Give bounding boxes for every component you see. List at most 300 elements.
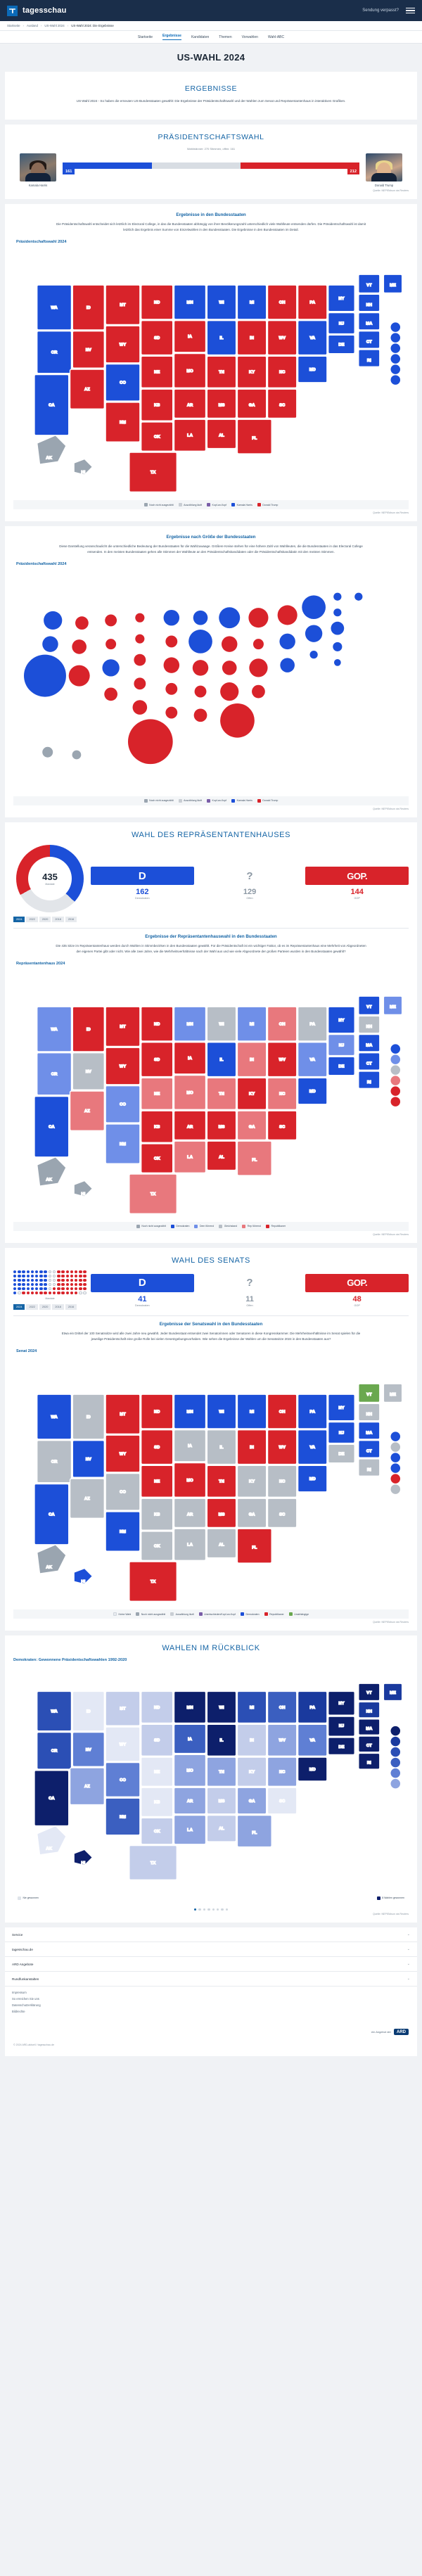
chevron-down-icon: ⌄ [407,1962,410,1967]
legend-label: Auszählung läuft [175,1612,194,1616]
year-tab-2024[interactable]: 2024 [13,917,25,922]
elector-count-dem: 161 [63,169,75,174]
svg-text:NM: NM [119,1815,126,1820]
states-title: Ergebnisse in den Bundesstaaten [176,212,246,218]
svg-text:GA: GA [248,1512,255,1517]
svg-text:MO: MO [186,369,193,374]
house-year-tabs [13,917,87,922]
svg-text:WI: WI [219,1706,224,1711]
svg-text:LA: LA [187,1155,193,1160]
question-mark-icon: ? [198,867,302,885]
svg-text:FL: FL [252,436,257,441]
svg-text:SD: SD [154,336,160,341]
svg-text:NC: NC [279,1092,286,1097]
legend-item [207,799,226,803]
house-gop-label: GOP [354,897,360,900]
map-legend [13,1222,409,1231]
svg-text:IN: IN [250,1057,254,1062]
senate-party-columns [91,1274,409,1307]
svg-text:WV: WV [279,336,286,341]
svg-text:DE: DE [338,1745,345,1750]
svg-text:CT: CT [366,1744,372,1749]
legend-item [18,1896,39,1900]
svg-text:ND: ND [154,1410,160,1415]
svg-text:CO: CO [120,1778,126,1783]
house-donut[interactable] [16,845,84,912]
svg-text:IN: IN [250,1738,254,1743]
svg-text:IA: IA [188,1737,192,1742]
copyright: © 2024 ARD-aktuell / tagesschau.de [13,2043,54,2047]
tab-ergebnisse[interactable]: Ergebnisse [162,34,181,40]
legend-item [179,799,202,803]
svg-text:MD: MD [309,1089,316,1094]
svg-text:OH: OH [279,1022,286,1027]
legend-label: Kopf-an-Kopf [212,503,227,506]
legend-label: Auszählung läuft [184,503,203,506]
legend-item [179,503,202,506]
svg-text:WA: WA [51,1415,58,1420]
svg-text:RI: RI [366,1761,371,1766]
tab-vorwahlen[interactable]: Vorwahlen [241,34,258,39]
year-tab-2022[interactable]: 2022 [26,1304,37,1310]
senate-gop-seats: 48 [352,1294,362,1303]
senate-summary [13,1270,409,1310]
legend-item [257,799,278,803]
svg-text:AZ: AZ [84,1109,90,1114]
svg-text:AR: AR [186,1512,193,1517]
breadcrumb-sep: › [23,24,25,27]
senate-seat-grid[interactable] [13,1270,87,1294]
retro-chart-title: Demokraten: Gewonnene Präsidentschaftswahlen 1992-2020 [13,1658,127,1663]
breadcrumb-item-1[interactable]: Ausland [27,24,38,27]
question-mark-icon: ? [198,1274,302,1292]
presidential-heading: PRÄSIDENTSCHAFTSWAHL [158,133,264,142]
legend-label: Keine Wahl [118,1612,132,1616]
svg-text:MT: MT [120,1025,126,1030]
footer-accordion-rundfunkanstalten[interactable] [5,1972,417,1987]
svg-text:HI: HI [81,1192,86,1197]
legend-item [170,1612,193,1616]
svg-text:PA: PA [309,1410,316,1415]
house-party-columns [91,867,409,900]
svg-text:AK: AK [46,1565,52,1570]
svg-text:RI: RI [366,1468,371,1473]
svg-text:AL: AL [219,433,224,438]
svg-text:NM: NM [119,421,126,426]
svg-text:VA: VA [309,336,316,341]
year-tab-2024[interactable]: 2024 [13,1304,25,1310]
svg-text:MO: MO [186,1090,193,1095]
chevron-down-icon: ⌄ [407,1977,410,1982]
legend-label: Demokraten [245,1612,260,1616]
senate-gop-label: GOP [354,1303,360,1307]
svg-text:WI: WI [219,300,224,305]
results-lede: US-Wahl 2024 - So haben die erneuten US-Bundesstaaten gewählt: Die Ergebnisse der Präsidentschaftswahl und der Wahlen zum Senat und Repräsentantenhaus in interaktiven Grafiken. [76,99,346,103]
carousel-dots[interactable] [13,1908,409,1911]
svg-text:SD: SD [154,1446,160,1450]
svg-text:FL: FL [252,1158,257,1163]
breadcrumb-item-2[interactable]: US-Wahl 2024 [44,24,65,27]
source-note: Quelle: NEP/Edison via Reuters [373,511,409,515]
svg-text:NV: NV [85,348,91,353]
svg-text:AK: AK [46,1847,52,1851]
svg-text:IA: IA [188,1444,192,1449]
site-footer [5,1927,417,2056]
svg-text:NJ: NJ [338,321,345,326]
footer-accordion-label: Service [12,1932,23,1937]
svg-text:VT: VT [366,1393,372,1398]
svg-text:WI: WI [219,1022,224,1027]
house-total-label: Mandate [45,882,55,886]
legend-label: Dem führend [199,1225,215,1228]
svg-text:SD: SD [154,1738,160,1743]
elector-meta: Wahlmänner: 270 Stimmen, offen: 161 [186,147,236,151]
svg-text:TX: TX [150,1192,156,1197]
svg-text:MS: MS [218,1125,225,1130]
svg-text:VT: VT [366,1691,372,1696]
breadcrumb-item-0[interactable]: Startseite [7,24,20,27]
svg-text:DE: DE [338,1452,345,1457]
svg-text:RI: RI [366,1080,371,1085]
elector-bar-wrap [63,153,359,174]
svg-text:MI: MI [249,1410,255,1415]
svg-text:AR: AR [186,403,193,408]
svg-text:MD: MD [309,1768,316,1773]
year-tab-2022[interactable]: 2022 [26,917,37,922]
footer-accordion-service[interactable] [5,1927,417,1942]
candidate-harris[interactable] [13,153,63,187]
legend-item [144,503,174,506]
svg-text:NH: NH [366,303,372,308]
states-text: Die Präsidentschaftswahl entscheidet sich letztlich im Electoral College, in das die Bundesstaaten abhängig von ihrer Bevölkerungszahl unterschiedlich viele Wahlleute entsenden dürfen. Die Präsidentschaftswahl ist damit letztlich das Ergebnis einer Summe von Einzelwahlen in den Bundesstaaten. Die Ergebnisse in den Bundesstaaten im Detail. [56,222,366,232]
results-heading: ERGEBNISSE [184,84,238,93]
svg-text:NM: NM [119,1530,126,1535]
svg-text:MI: MI [249,300,255,305]
svg-text:NY: NY [338,1406,345,1411]
svg-text:IA: IA [188,1057,192,1061]
senate-year-tabs [13,1304,87,1310]
svg-text:TN: TN [219,1770,224,1775]
svg-text:NV: NV [85,1458,91,1462]
menu-icon[interactable] [406,8,415,13]
candidate-name: Kamala Harris [28,184,48,188]
svg-text:NY: NY [338,1702,345,1707]
svg-text:OK: OK [153,1544,160,1549]
svg-text:OH: OH [279,300,286,305]
tab-startseite[interactable]: Startseite [137,34,153,39]
senate-dem-label: Demokraten [134,1303,150,1307]
svg-text:KY: KY [249,1092,255,1097]
candidate-duel [13,153,409,187]
svg-text:GA: GA [248,403,255,408]
legend-item [136,1612,165,1616]
bubble-map-card [5,526,417,817]
svg-text:OR: OR [51,1749,58,1754]
year-tab-2018[interactable]: 2018 [52,1304,63,1310]
house-gop-seats: 144 [350,888,364,897]
source-note: Quelle: NEP/Edison via Reuters [373,1621,409,1624]
year-tab-2020[interactable]: 2020 [39,917,51,922]
map-legend [13,1609,409,1619]
house-map-svg[interactable] [13,967,409,1218]
year-tab-2016[interactable]: 2016 [65,917,77,922]
svg-text:WV: WV [279,1738,286,1743]
candidate-name: Donald Trump [374,184,394,188]
gop-badge-icon: GOP. [305,1274,409,1292]
legend-label: Republikaner [269,1612,284,1616]
svg-text:NH: NH [366,1025,372,1030]
svg-text:OK: OK [153,1830,160,1835]
svg-text:LA: LA [187,1543,193,1548]
footer-accordion-tagesschau[interactable] [5,1942,417,1957]
retro-map[interactable] [13,1665,409,1889]
map-title: Präsidentschaftswahl 2024 [16,562,67,567]
svg-text:DE: DE [338,343,345,347]
year-tab-2018[interactable]: 2018 [52,917,63,922]
map-title: Senat 2024 [16,1349,37,1354]
results-intro-card [5,72,417,120]
svg-text:NM: NM [119,1142,126,1147]
svg-text:NY: NY [338,1018,345,1023]
svg-text:WI: WI [219,1410,224,1415]
svg-text:FL: FL [252,1545,257,1550]
legend-item [242,1225,261,1228]
svg-text:TN: TN [219,1480,224,1485]
legend-item [289,1612,309,1616]
svg-text:MI: MI [249,1022,255,1027]
footer-links [5,1987,417,2023]
avatar [366,153,402,181]
svg-text:NE: NE [154,1092,160,1097]
senate-dots-wrap [13,1270,87,1310]
svg-text:WY: WY [119,1452,127,1457]
svg-text:NY: NY [338,297,345,302]
map-legend [13,500,409,509]
senate-open-label: Offen [246,1303,253,1307]
svg-text:ND: ND [154,1706,160,1711]
senate-states-text: Etwa ein Drittel der 100 Senatssitze wird alle zwei Jahre neu gewählt. Jeder Bundesstaat entsendet zwei Senatorinnen oder Senatoren in diese Kongresskammer. Die Mehrheitsverhältnisse im Senat spielen für die jeweilige Präsidentschaft eine große Rolle bei vielen Gesetzgebungsvorhaben. Wie sehen die Ergebnisse der Wahlen um die Senatssitze 2024 in den Bundesstaaten aus? [61,1332,361,1341]
svg-text:MN: MN [186,1706,193,1711]
svg-text:NC: NC [279,370,286,375]
retro-heading: WAHLEN IM RÜCKBLICK [162,1644,260,1653]
svg-text:NC: NC [279,1770,286,1775]
svg-text:ME: ME [390,1005,396,1010]
svg-text:MA: MA [366,1431,373,1436]
svg-text:WA: WA [51,306,58,311]
senate-col-open [198,1274,302,1307]
democrat-badge-icon: D [91,867,194,885]
senate-seats-label: Mandate [45,1297,55,1301]
legend-label: 8 Wahlen gewonnen [382,1896,404,1900]
page-title: US-WAHL 2024 [177,52,245,63]
legend-label: Kopf-an-Kopf [212,799,227,803]
svg-text:NV: NV [85,1069,91,1074]
legend-label: Noch nicht ausgezählt [149,799,174,803]
tab-kandidaten[interactable]: Kandidaten [191,34,210,39]
senate-map-svg[interactable] [13,1355,409,1605]
svg-text:AZ: AZ [84,1785,90,1790]
site-header [0,0,422,21]
svg-text:KS: KS [154,1801,160,1806]
svg-text:OK: OK [153,1156,160,1161]
footer-accordion-label: tagesschau.de [12,1947,33,1951]
svg-text:TX: TX [150,1580,156,1585]
source-note: Quelle: NEP/Edison via Reuters [373,1232,409,1236]
senate-dem-seats: 41 [138,1294,147,1303]
legend-item [241,1612,260,1616]
us-map-svg[interactable] [13,246,409,496]
svg-text:IL: IL [219,1057,224,1062]
svg-text:OR: OR [51,1460,58,1465]
svg-text:MS: MS [218,1799,225,1804]
legend-label: Rep führend [247,1225,261,1228]
legend-item [231,503,252,506]
svg-text:HI: HI [81,471,86,476]
legend-item [199,1612,236,1616]
svg-text:ID: ID [86,1709,91,1714]
year-tab-2020[interactable]: 2020 [39,1304,51,1310]
ard-text: ein Angebot der [371,2030,391,2034]
footer-link-contact[interactable]: So erreichen Sie uns [12,1997,39,2001]
svg-text:FL: FL [252,1831,257,1836]
section-nav [0,31,422,44]
svg-text:ND: ND [154,300,160,305]
svg-text:CT: CT [366,1450,372,1455]
svg-text:NJ: NJ [338,1043,345,1048]
svg-text:NJ: NJ [338,1431,345,1436]
svg-text:MT: MT [120,303,126,308]
house-summary [13,845,409,922]
missed-broadcast-link[interactable]: Sendung verpasst? [362,8,399,13]
svg-text:KS: KS [154,1125,160,1130]
svg-text:CO: CO [120,1102,126,1107]
year-tab-2016[interactable]: 2016 [65,1304,77,1310]
bubble-map-svg[interactable] [13,568,409,791]
svg-text:NE: NE [154,1770,160,1775]
svg-text:MA: MA [366,1727,373,1732]
svg-text:DE: DE [338,1064,345,1069]
svg-text:HI: HI [81,1580,86,1585]
svg-text:NJ: NJ [338,1724,345,1729]
footer-link-privacy[interactable]: Datenschutzerklärung [12,2003,41,2008]
house-map[interactable] [13,967,409,1218]
house-dem-label: Demokraten [134,897,150,900]
svg-text:IL: IL [219,1446,224,1450]
svg-text:AK: AK [46,456,52,461]
svg-text:LA: LA [187,433,193,438]
svg-text:MO: MO [186,1769,193,1774]
svg-text:LA: LA [187,1828,193,1833]
svg-text:CA: CA [49,403,55,408]
svg-text:AL: AL [219,1827,224,1832]
map-title: Repräsentantenhaus 2024 [16,961,65,966]
footer-link-image-rights[interactable]: Bildrechte [12,2010,25,2014]
legend-label: Unentschieden/Kopf-an-Kopf [204,1612,236,1616]
svg-text:SC: SC [279,403,286,408]
svg-text:OR: OR [51,1072,58,1077]
tagesschau-logo-icon[interactable] [7,6,18,16]
svg-text:WY: WY [119,1064,127,1069]
svg-text:SD: SD [154,1057,160,1062]
house-total-seats: 435 [42,871,58,882]
svg-text:GA: GA [248,1125,255,1130]
legend-label: Republikaner [271,1225,286,1228]
svg-text:OH: OH [279,1410,286,1415]
svg-text:AL: AL [219,1543,224,1548]
svg-text:MA: MA [366,1043,373,1048]
legend-label: Auszählung läuft [184,799,203,803]
house-heading: WAHL DES REPRÄSENTANTENHAUSES [131,830,291,839]
svg-text:RI: RI [366,359,371,364]
house-open-seats: 129 [243,888,257,897]
legend-item [231,799,252,803]
bubble-map[interactable] [13,568,409,791]
ard-logo-icon[interactable]: ARD [394,2029,409,2035]
bubble-text: Diese Darstellung veranschaulicht die unterschiedliche Bedeutung der Bundesstaaten für die Wahlzuwaage. Größere Kreise stehen für eine höhere Zahl von Wahlleuten, die die Bundesstaaten in das Electoral College entsenden. In den meisten Bundesstaaten gehen alle Stimmen der Wahlleute an den Präsidentschaftskandidaten oder die Präsidentschaftskandidatin mit den meisten Stimmen. [59,544,363,554]
breadcrumb-sep: › [67,24,69,27]
svg-text:KY: KY [249,1770,255,1775]
map-legend [13,796,409,805]
legend-item [257,503,278,506]
svg-text:IN: IN [250,1446,254,1450]
svg-text:AK: AK [46,1178,52,1182]
svg-text:AR: AR [186,1799,193,1804]
svg-text:NV: NV [85,1748,91,1753]
legend-item [207,503,226,506]
senate-map[interactable] [13,1355,409,1605]
svg-text:PA: PA [309,1022,316,1027]
bubble-title: Ergebnisse nach Größe der Bundesstaaten [166,535,256,540]
svg-text:MD: MD [309,1477,316,1482]
legend-item [194,1225,214,1228]
footer-link-impressum[interactable]: Impressum [12,1991,27,1995]
retro-map-svg[interactable] [13,1665,409,1889]
house-donut-center [28,857,72,900]
svg-text:CA: CA [49,1512,55,1517]
svg-text:NH: NH [366,1709,372,1714]
tab-themen[interactable]: Themen [219,34,232,39]
svg-text:IA: IA [188,335,192,340]
svg-text:MA: MA [366,321,373,326]
svg-text:WY: WY [119,343,127,347]
svg-text:VT: VT [366,1005,372,1010]
candidate-trump[interactable] [359,153,409,187]
svg-text:MT: MT [120,1413,126,1417]
svg-text:SC: SC [279,1125,286,1130]
house-card [5,822,417,1243]
presidential-map[interactable] [13,246,409,496]
footer-accordion-label: ARD Angebote [12,1962,34,1966]
footer-accordion-label: Rundfunkanstalten [12,1977,39,1981]
tab-wahl-abc[interactable]: Wahl-ABC [267,34,285,39]
house-col-open [198,867,302,900]
chevron-down-icon: ⌄ [407,1932,410,1937]
svg-text:VA: VA [309,1057,316,1062]
legend-label: Donald Trump [262,799,279,803]
map-title: Präsidentschaftswahl 2024 [16,240,67,245]
brand-name[interactable]: tagesschau [23,6,67,15]
legend-item [171,1225,190,1228]
svg-text:AR: AR [186,1125,193,1130]
svg-text:OH: OH [279,1706,286,1711]
retrospective-card [5,1635,417,1923]
svg-text:KS: KS [154,1512,160,1517]
svg-text:PA: PA [309,300,316,305]
house-open-label: Offen [246,897,253,900]
senate-heading: WAHL DES SENATS [172,1256,250,1265]
legend-item [144,799,174,803]
footer-accordion-ard-angebote[interactable] [5,1957,417,1972]
